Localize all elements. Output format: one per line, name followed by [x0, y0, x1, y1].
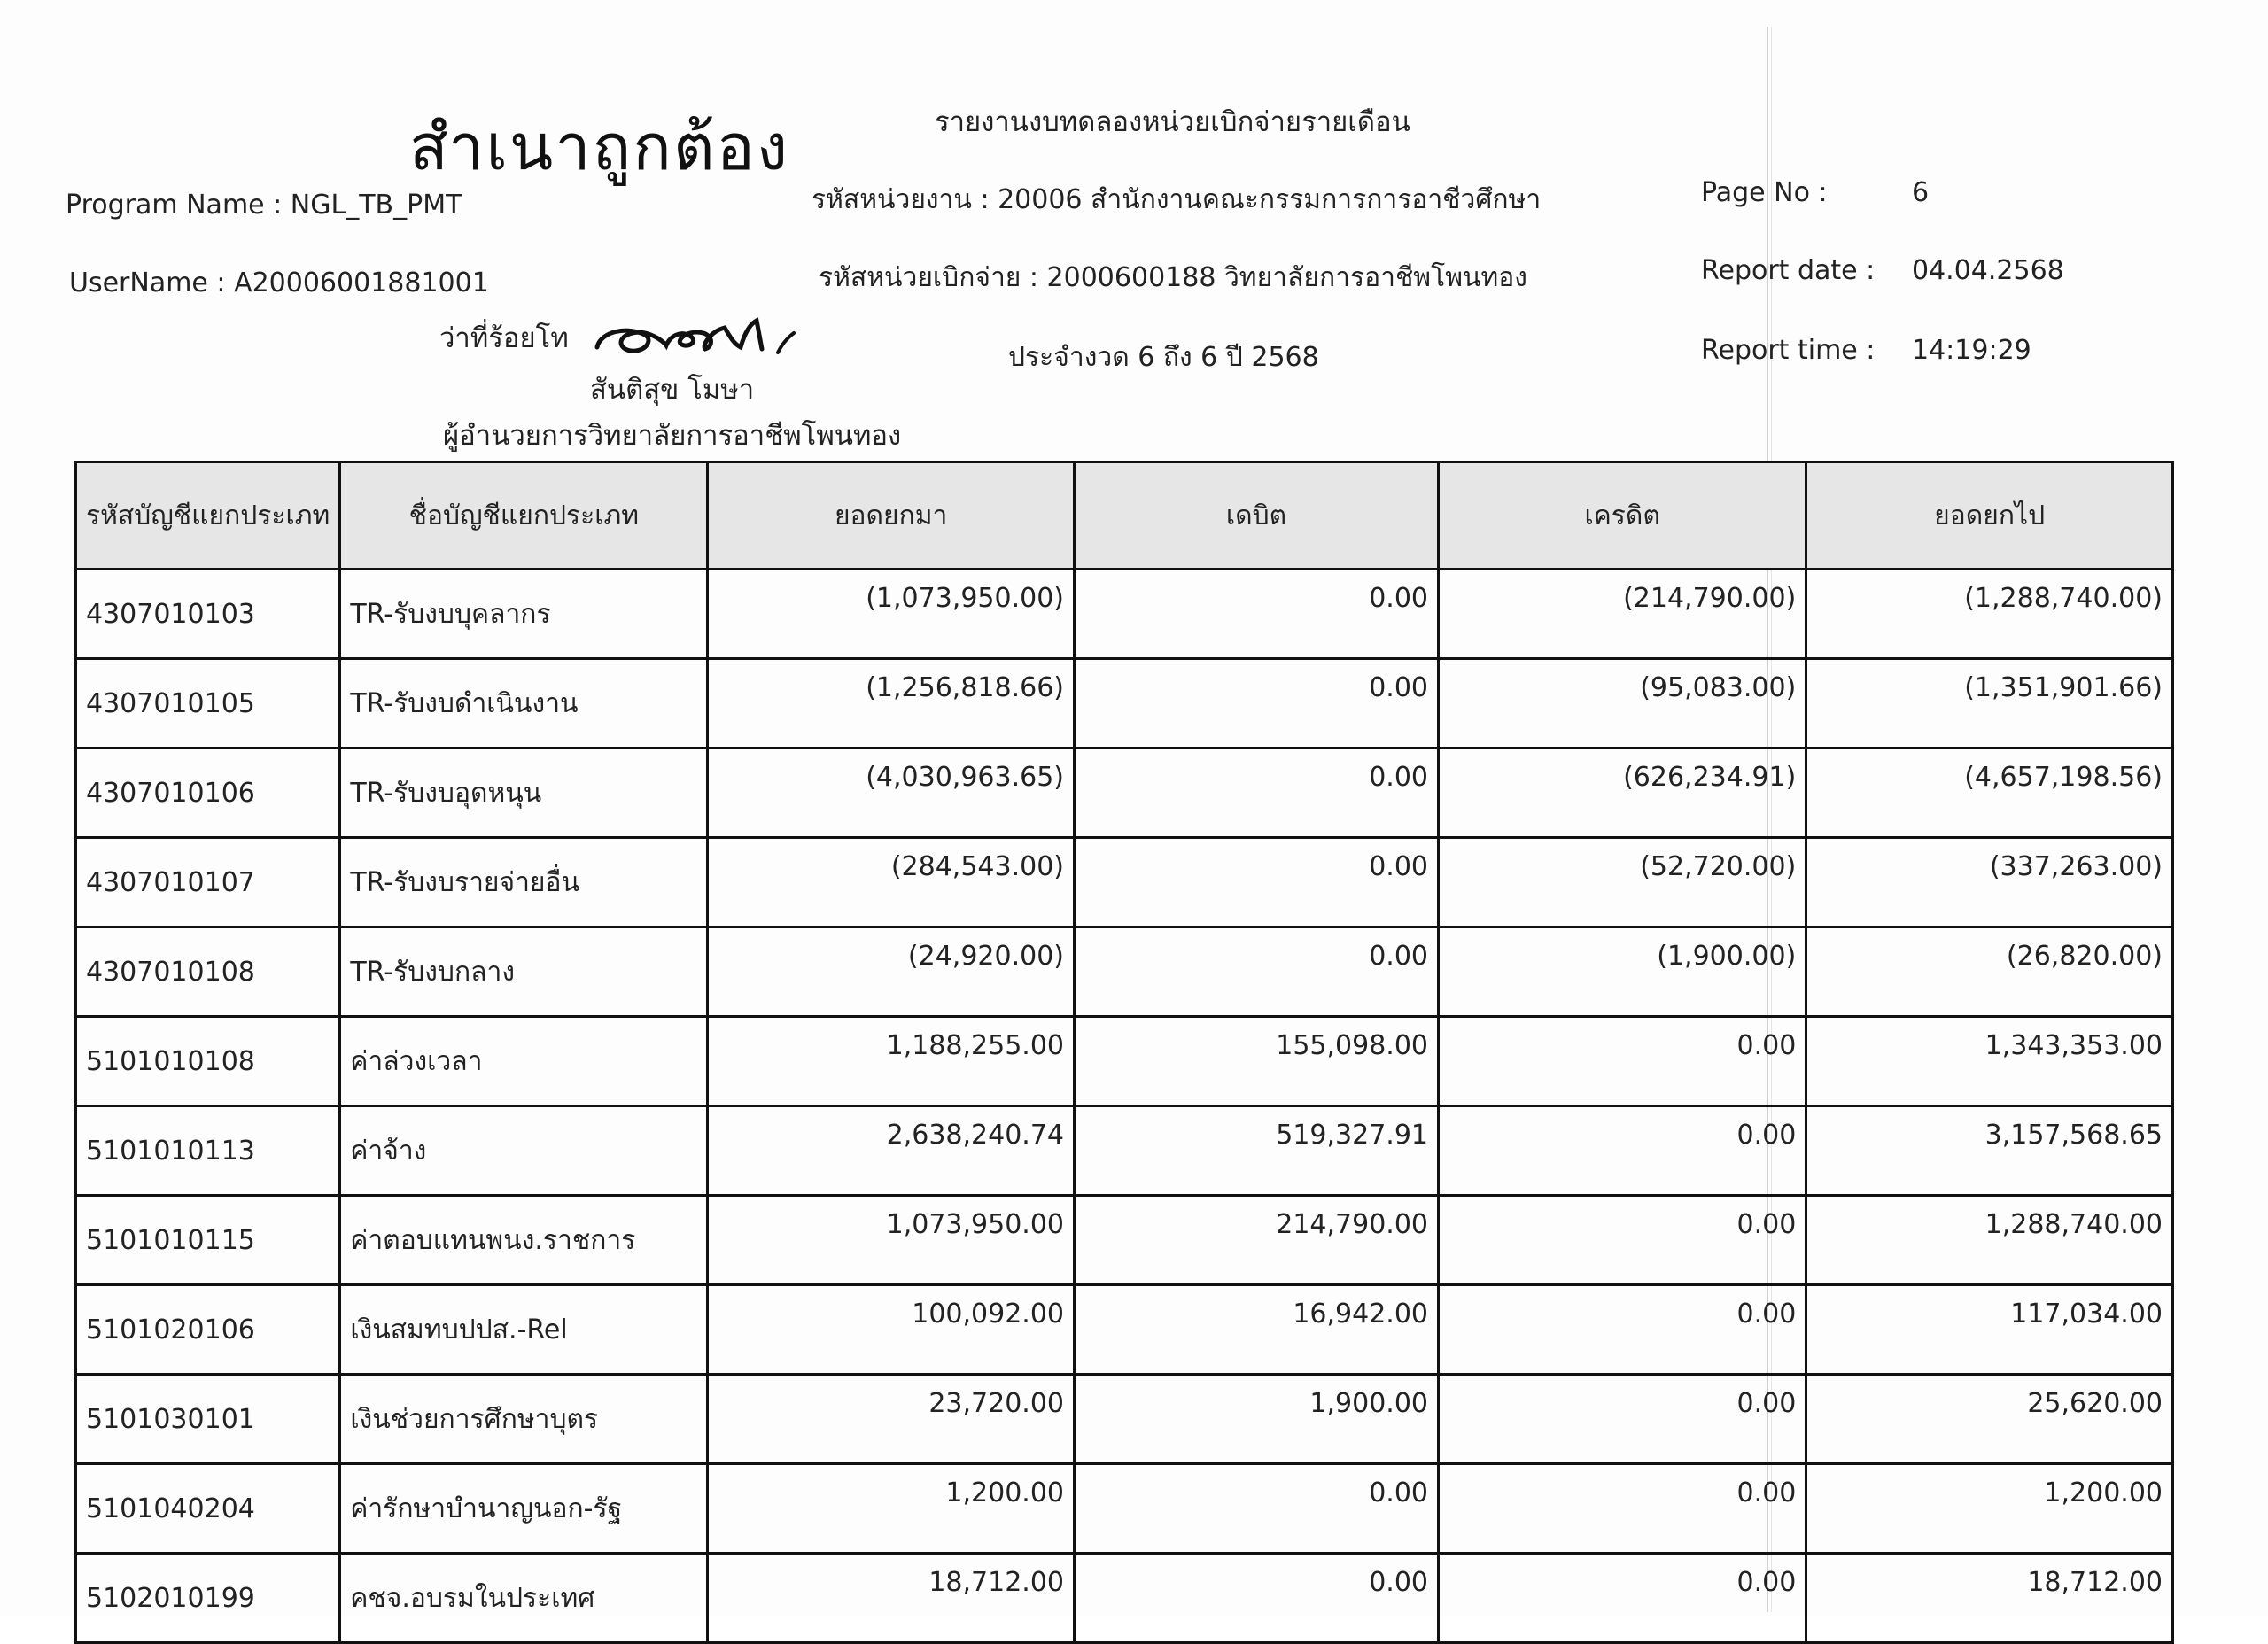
brought-forward-cell: 18,712.00 [708, 1554, 1075, 1643]
account-name-cell: TR-รับงบอุดหนุน [340, 748, 708, 838]
signer-rank: ว่าที่ร้อยโท [439, 322, 569, 354]
account-name-cell: คชจ.อบรมในประเทศ [340, 1554, 708, 1643]
debit-cell: 0.00 [1075, 570, 1439, 659]
carried-forward-cell: (1,351,901.66) [1806, 659, 2173, 748]
table-row [76, 1017, 2173, 1106]
column-header-debit: เดบิต [1075, 462, 1439, 570]
debit-cell: 0.00 [1075, 838, 1439, 927]
credit-cell: 0.00 [1439, 1375, 1806, 1464]
table-row [76, 748, 2173, 838]
table-row [76, 1106, 2173, 1196]
credit-cell: (626,234.91) [1439, 748, 1806, 838]
brought-forward-cell: 2,638,240.74 [708, 1106, 1075, 1196]
account-code-cell: 4307010106 [76, 748, 340, 838]
table-row [76, 659, 2173, 748]
account-code-cell: 5101010113 [76, 1106, 340, 1196]
handwritten-signature [592, 314, 804, 367]
account-code-cell: 5101030101 [76, 1375, 340, 1464]
account-code-cell: 4307010103 [76, 570, 340, 659]
department-code: รหัสหน่วยงาน : 20006 สำนักงานคณะกรรมการการอาชีวศึกษา [812, 184, 1542, 215]
column-header-carried-forward: ยอดยกไป [1806, 462, 2173, 570]
account-name-cell: TR-รับงบบุคลากร [340, 570, 708, 659]
debit-cell: 0.00 [1075, 927, 1439, 1017]
page-no-value: 6 [1912, 177, 1930, 208]
account-name-cell: TR-รับงบดำเนินงาน [340, 659, 708, 748]
debit-cell: 155,098.00 [1075, 1017, 1439, 1106]
credit-cell: (1,900.00) [1439, 927, 1806, 1017]
report-time-value: 14:19:29 [1912, 335, 2031, 366]
report-title: รายงานงบทดลองหน่วยเบิกจ่ายรายเดือน [935, 106, 1410, 138]
table-row [76, 570, 2173, 659]
brought-forward-cell: 1,200.00 [708, 1464, 1075, 1554]
table-row [76, 1554, 2173, 1643]
account-code-cell: 5101010115 [76, 1196, 340, 1285]
account-name-cell: TR-รับงบกลาง [340, 927, 708, 1017]
carried-forward-cell: 25,620.00 [1806, 1375, 2173, 1464]
credit-cell: 0.00 [1439, 1285, 1806, 1375]
report-time-label: Report time : [1701, 335, 1876, 366]
account-code-cell: 4307010108 [76, 927, 340, 1017]
carried-forward-cell: (26,820.00) [1806, 927, 2173, 1017]
brought-forward-cell: (284,543.00) [708, 838, 1075, 927]
brought-forward-cell: 23,720.00 [708, 1375, 1075, 1464]
carried-forward-cell: 1,200.00 [1806, 1464, 2173, 1554]
account-name-cell: ค่าล่วงเวลา [340, 1017, 708, 1106]
report-date-value: 04.04.2568 [1912, 255, 2064, 286]
report-date-label: Report date : [1701, 255, 1876, 286]
brought-forward-cell: 100,092.00 [708, 1285, 1075, 1375]
table-header-row [76, 462, 2173, 570]
account-name-cell: TR-รับงบรายจ่ายอื่น [340, 838, 708, 927]
account-name-cell: เงินสมทบปปส.-Rel [340, 1285, 708, 1375]
carried-forward-cell: (1,288,740.00) [1806, 570, 2173, 659]
certified-copy-stamp: สำเนาถูกต้อง [409, 110, 789, 184]
credit-cell: 0.00 [1439, 1554, 1806, 1643]
trial-balance-table [74, 461, 2174, 1644]
brought-forward-cell: 1,073,950.00 [708, 1196, 1075, 1285]
account-code-cell: 5102010199 [76, 1554, 340, 1643]
carried-forward-cell: 1,343,353.00 [1806, 1017, 2173, 1106]
credit-cell: (214,790.00) [1439, 570, 1806, 659]
account-name-cell: ค่ารักษาบำนาญนอก-รัฐ [340, 1464, 708, 1554]
account-name-cell: เงินช่วยการศึกษาบุตร [340, 1375, 708, 1464]
account-code-cell: 4307010105 [76, 659, 340, 748]
column-header-brought-forward: ยอดยกมา [708, 462, 1075, 570]
disbursement-unit-code: รหัสหน่วยเบิกจ่าย : 2000600188 วิทยาลัยการอาชีพโพนทอง [819, 262, 1527, 293]
brought-forward-cell: (1,073,950.00) [708, 570, 1075, 659]
brought-forward-cell: (24,920.00) [708, 927, 1075, 1017]
signer-title: ผู้อำนวยการวิทยาลัยการอาชีพโพนทอง [443, 420, 902, 452]
account-name-cell: ค่าจ้าง [340, 1106, 708, 1196]
carried-forward-cell: 1,288,740.00 [1806, 1196, 2173, 1285]
account-code-cell: 4307010107 [76, 838, 340, 927]
table-row [76, 927, 2173, 1017]
debit-cell: 0.00 [1075, 659, 1439, 748]
debit-cell: 519,327.91 [1075, 1106, 1439, 1196]
column-header-account-name: ชื่อบัญชีแยกประเภท [340, 462, 708, 570]
account-code-cell: 5101040204 [76, 1464, 340, 1554]
column-header-credit: เครดิต [1439, 462, 1806, 570]
page-no-label: Page No : [1701, 177, 1828, 208]
carried-forward-cell: 117,034.00 [1806, 1285, 2173, 1375]
brought-forward-cell: (1,256,818.66) [708, 659, 1075, 748]
table-row [76, 1196, 2173, 1285]
debit-cell: 0.00 [1075, 1464, 1439, 1554]
credit-cell: (95,083.00) [1439, 659, 1806, 748]
brought-forward-cell: 1,188,255.00 [708, 1017, 1075, 1106]
report-period: ประจำงวด 6 ถึง 6 ปี 2568 [1008, 342, 1319, 373]
carried-forward-cell: 3,157,568.65 [1806, 1106, 2173, 1196]
credit-cell: 0.00 [1439, 1464, 1806, 1554]
table-row [76, 1285, 2173, 1375]
account-code-cell: 5101020106 [76, 1285, 340, 1375]
debit-cell: 1,900.00 [1075, 1375, 1439, 1464]
brought-forward-cell: (4,030,963.65) [708, 748, 1075, 838]
credit-cell: (52,720.00) [1439, 838, 1806, 927]
debit-cell: 0.00 [1075, 1554, 1439, 1643]
credit-cell: 0.00 [1439, 1106, 1806, 1196]
credit-cell: 0.00 [1439, 1017, 1806, 1106]
table-row [76, 1375, 2173, 1464]
carried-forward-cell: (4,657,198.56) [1806, 748, 2173, 838]
carried-forward-cell: (337,263.00) [1806, 838, 2173, 927]
credit-cell: 0.00 [1439, 1196, 1806, 1285]
account-name-cell: ค่าตอบแทนพนง.ราชการ [340, 1196, 708, 1285]
table-row [76, 1464, 2173, 1554]
program-name: Program Name : NGL_TB_PMT [66, 190, 462, 221]
carried-forward-cell: 18,712.00 [1806, 1554, 2173, 1643]
username: UserName : A20006001881001 [69, 268, 489, 299]
signer-name: สันติสุข โมษา [590, 374, 755, 406]
debit-cell: 16,942.00 [1075, 1285, 1439, 1375]
debit-cell: 0.00 [1075, 748, 1439, 838]
column-header-account-code: รหัสบัญชีแยกประเภท [76, 462, 340, 570]
table-row [76, 838, 2173, 927]
account-code-cell: 5101010108 [76, 1017, 340, 1106]
debit-cell: 214,790.00 [1075, 1196, 1439, 1285]
